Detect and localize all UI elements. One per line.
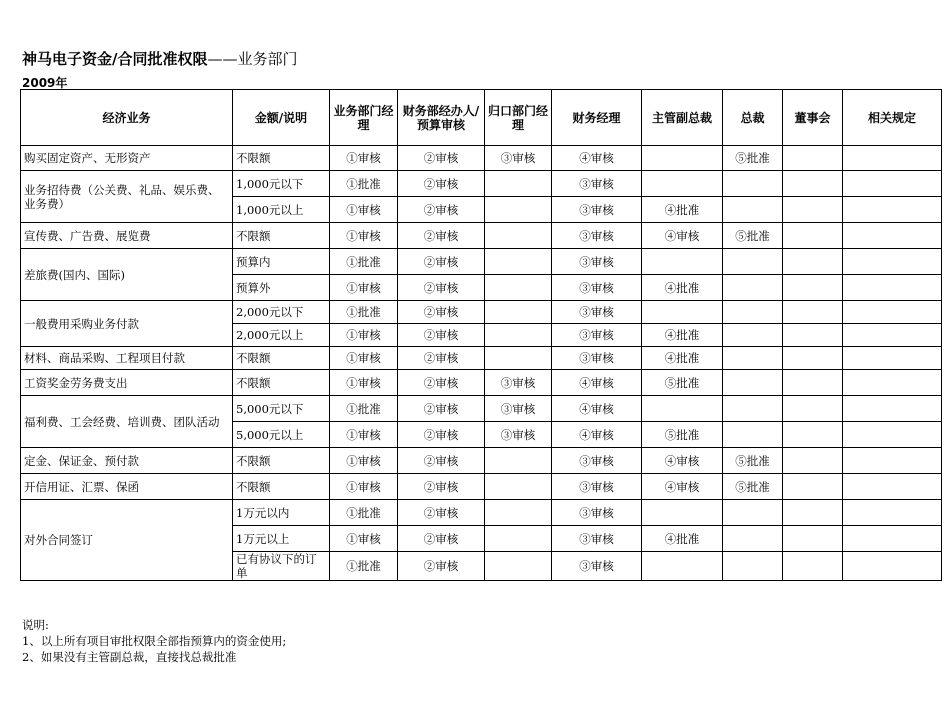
- approval-cell: ③审核: [552, 197, 642, 223]
- approval-cell: ②审核: [398, 526, 485, 552]
- approval-cell: ⑤批准: [642, 370, 723, 396]
- approval-cell: ②审核: [398, 370, 485, 396]
- approval-cell: [783, 146, 843, 171]
- header-responsible-dept-manager: 归口部门经理: [485, 90, 552, 146]
- approval-cell: [485, 249, 552, 275]
- approval-cell: [783, 324, 843, 347]
- approval-cell: ③审核: [552, 347, 642, 370]
- approval-cell: [642, 500, 723, 526]
- approval-cell: [783, 249, 843, 275]
- amount-cell: 2,000元以下: [233, 301, 330, 324]
- approval-cell: ②审核: [398, 275, 485, 301]
- business-cell: 开信用证、汇票、保函: [21, 474, 233, 500]
- approval-cell: [723, 197, 783, 223]
- approval-cell: ③审核: [552, 474, 642, 500]
- notes-heading: 说明:: [22, 618, 49, 632]
- approval-cell: ④批准: [642, 275, 723, 301]
- approval-cell: ④批准: [642, 324, 723, 347]
- approval-cell: ②审核: [398, 223, 485, 249]
- approval-cell: [723, 396, 783, 422]
- approval-cell: [783, 552, 843, 581]
- notes: [22, 617, 286, 665]
- approval-cell: ⑤批准: [642, 422, 723, 448]
- table-row: [21, 474, 942, 500]
- approval-cell: [783, 422, 843, 448]
- business-cell: 对外合同签订: [21, 500, 233, 581]
- approval-cell: [783, 500, 843, 526]
- business-cell: 福利费、工会经费、培训费、团队活动: [21, 396, 233, 448]
- approval-cell: [642, 146, 723, 171]
- approval-cell: ①审核: [330, 347, 398, 370]
- amount-cell: 不限额: [233, 146, 330, 171]
- approval-cell: [843, 324, 942, 347]
- approval-cell: ⑤批准: [723, 223, 783, 249]
- approval-cell: [723, 347, 783, 370]
- approval-cell: [783, 197, 843, 223]
- approval-cell: [843, 249, 942, 275]
- approval-cell: ③审核: [485, 422, 552, 448]
- approval-cell: [783, 223, 843, 249]
- approval-cell: ①审核: [330, 146, 398, 171]
- approval-cell: ⑤批准: [723, 448, 783, 474]
- approval-cell: [843, 171, 942, 197]
- approval-cell: ①审核: [330, 223, 398, 249]
- approval-cell: [843, 396, 942, 422]
- approval-cell: [485, 500, 552, 526]
- approval-cell: [843, 370, 942, 396]
- approval-cell: ②审核: [398, 448, 485, 474]
- approval-cell: ①审核: [330, 370, 398, 396]
- business-cell: 宣传费、广告费、展览费: [21, 223, 233, 249]
- amount-cell: 1,000元以下: [233, 171, 330, 197]
- approval-cell: ②审核: [398, 500, 485, 526]
- approval-cell: ②审核: [398, 552, 485, 581]
- approval-cell: [783, 171, 843, 197]
- table-row: [21, 347, 942, 370]
- table-row: [21, 396, 942, 422]
- amount-cell: 不限额: [233, 474, 330, 500]
- approval-cell: ②审核: [398, 474, 485, 500]
- approval-cell: ③审核: [552, 223, 642, 249]
- approval-cell: ①审核: [330, 275, 398, 301]
- header-president: 总裁: [723, 90, 783, 146]
- table-row: [21, 171, 942, 197]
- approval-cell: [843, 500, 942, 526]
- approval-cell: [783, 301, 843, 324]
- approval-cell: [723, 324, 783, 347]
- approval-cell: ③审核: [552, 171, 642, 197]
- amount-cell: 预算内: [233, 249, 330, 275]
- approval-cell: [485, 275, 552, 301]
- amount-cell: 1万元以内: [233, 500, 330, 526]
- table-row: [21, 146, 942, 171]
- approval-cell: [642, 396, 723, 422]
- approval-cell: [783, 370, 843, 396]
- amount-cell: 5,000元以上: [233, 422, 330, 448]
- table-row: [21, 370, 942, 396]
- approval-cell: [485, 223, 552, 249]
- approval-cell: ①批准: [330, 396, 398, 422]
- approval-cell: [485, 448, 552, 474]
- approval-cell: ③审核: [552, 324, 642, 347]
- header-business: 经济业务: [21, 90, 233, 146]
- approval-cell: [642, 171, 723, 197]
- approval-cell: [843, 197, 942, 223]
- note-line: 2、如果没有主管副总裁，直接找总裁批准: [22, 650, 237, 664]
- approval-cell: [723, 370, 783, 396]
- approval-cell: [485, 347, 552, 370]
- approval-cell: [783, 396, 843, 422]
- approval-cell: ①审核: [330, 422, 398, 448]
- approval-table: [20, 89, 942, 581]
- approval-cell: [642, 249, 723, 275]
- approval-cell: [485, 474, 552, 500]
- approval-cell: ③审核: [485, 370, 552, 396]
- business-cell: 差旅费(国内、国际): [21, 249, 233, 301]
- approval-cell: ③审核: [485, 396, 552, 422]
- approval-cell: ④审核: [552, 422, 642, 448]
- approval-cell: [723, 500, 783, 526]
- approval-cell: ③审核: [552, 500, 642, 526]
- amount-cell: 预算外: [233, 275, 330, 301]
- approval-cell: [485, 171, 552, 197]
- page-title-suffix: ——业务部门: [207, 50, 298, 68]
- approval-cell: ②审核: [398, 422, 485, 448]
- approval-cell: ②审核: [398, 171, 485, 197]
- header-dept-manager: 业务部门经理: [330, 90, 398, 146]
- approval-cell: ①审核: [330, 526, 398, 552]
- approval-cell: ①审核: [330, 448, 398, 474]
- amount-cell: 不限额: [233, 223, 330, 249]
- approval-cell: ①审核: [330, 474, 398, 500]
- approval-cell: [485, 301, 552, 324]
- approval-cell: ①批准: [330, 301, 398, 324]
- approval-cell: [485, 324, 552, 347]
- table-row: [21, 500, 942, 526]
- business-cell: 业务招待费（公关费、礼品、娱乐费、业务费）: [21, 171, 233, 223]
- table-row: [21, 448, 942, 474]
- approval-cell: ③审核: [552, 275, 642, 301]
- approval-cell: ①批准: [330, 171, 398, 197]
- approval-cell: ④审核: [552, 146, 642, 171]
- header-board: 董事会: [783, 90, 843, 146]
- approval-cell: ③审核: [552, 552, 642, 581]
- approval-cell: [843, 146, 942, 171]
- approval-cell: [723, 526, 783, 552]
- amount-cell: 5,000元以下: [233, 396, 330, 422]
- approval-cell: ①批准: [330, 249, 398, 275]
- approval-cell: [485, 552, 552, 581]
- approval-cell: ④审核: [552, 370, 642, 396]
- year-label: 2009年: [22, 76, 68, 90]
- approval-cell: ④批准: [642, 347, 723, 370]
- approval-cell: [723, 171, 783, 197]
- approval-cell: [843, 474, 942, 500]
- note-line: 1、以上所有项目审批权限全部指预算内的资金使用;: [22, 634, 287, 648]
- approval-cell: [485, 526, 552, 552]
- approval-cell: [485, 197, 552, 223]
- approval-cell: [783, 275, 843, 301]
- amount-cell: 1万元以上: [233, 526, 330, 552]
- approval-cell: ③审核: [552, 448, 642, 474]
- amount-cell: 不限额: [233, 347, 330, 370]
- approval-cell: ④批准: [642, 197, 723, 223]
- business-cell: 一般费用采购业务付款: [21, 301, 233, 347]
- approval-cell: [843, 275, 942, 301]
- table-row: [21, 301, 942, 324]
- approval-cell: [783, 474, 843, 500]
- approval-cell: ①批准: [330, 552, 398, 581]
- approval-cell: [843, 301, 942, 324]
- approval-cell: [843, 422, 942, 448]
- approval-cell: [783, 526, 843, 552]
- approval-cell: ④批准: [642, 526, 723, 552]
- approval-cell: ④审核: [642, 448, 723, 474]
- amount-cell: 1,000元以上: [233, 197, 330, 223]
- header-amount: 金额/说明: [233, 90, 330, 146]
- approval-cell: [642, 301, 723, 324]
- approval-cell: ⑤批准: [723, 146, 783, 171]
- amount-cell: 已有协议下的订单: [233, 552, 330, 581]
- approval-cell: [723, 275, 783, 301]
- approval-cell: [642, 552, 723, 581]
- approval-cell: ③审核: [552, 249, 642, 275]
- approval-cell: [723, 301, 783, 324]
- approval-cell: ①批准: [330, 500, 398, 526]
- approval-cell: [723, 249, 783, 275]
- approval-cell: ②审核: [398, 396, 485, 422]
- amount-cell: 不限额: [233, 370, 330, 396]
- approval-cell: [723, 552, 783, 581]
- business-cell: 购买固定资产、无形资产: [21, 146, 233, 171]
- approval-cell: ①审核: [330, 324, 398, 347]
- approval-cell: ②审核: [398, 249, 485, 275]
- approval-cell: [843, 448, 942, 474]
- approval-cell: [783, 347, 843, 370]
- approval-cell: ②审核: [398, 197, 485, 223]
- amount-cell: 2,000元以上: [233, 324, 330, 347]
- approval-cell: ④审核: [642, 223, 723, 249]
- approval-cell: ⑤批准: [723, 474, 783, 500]
- approval-cell: ③审核: [552, 526, 642, 552]
- page-title: 神马电子资金/合同批准权限——业务部门: [22, 50, 298, 68]
- table-row: [21, 223, 942, 249]
- header-finance-manager: 财务经理: [552, 90, 642, 146]
- approval-cell: ③审核: [485, 146, 552, 171]
- header-regulations: 相关规定: [843, 90, 942, 146]
- approval-cell: ②审核: [398, 301, 485, 324]
- table-row: [21, 249, 942, 275]
- approval-cell: [843, 552, 942, 581]
- approval-cell: [843, 223, 942, 249]
- approval-cell: [783, 448, 843, 474]
- approval-cell: ①审核: [330, 197, 398, 223]
- approval-cell: ②审核: [398, 347, 485, 370]
- business-cell: 定金、保证金、预付款: [21, 448, 233, 474]
- approval-cell: ②审核: [398, 146, 485, 171]
- header-row: [21, 90, 942, 146]
- approval-cell: ②审核: [398, 324, 485, 347]
- approval-cell: ④审核: [642, 474, 723, 500]
- approval-cell: [843, 347, 942, 370]
- header-finance-handler: 财务部经办人/预算审核: [398, 90, 485, 146]
- approval-cell: [843, 526, 942, 552]
- amount-cell: 不限额: [233, 448, 330, 474]
- header-vice-president: 主管副总裁: [642, 90, 723, 146]
- approval-cell: ④审核: [552, 396, 642, 422]
- business-cell: 工资奖金劳务费支出: [21, 370, 233, 396]
- business-cell: 材料、商品采购、工程项目付款: [21, 347, 233, 370]
- approval-cell: [723, 422, 783, 448]
- approval-cell: ③审核: [552, 301, 642, 324]
